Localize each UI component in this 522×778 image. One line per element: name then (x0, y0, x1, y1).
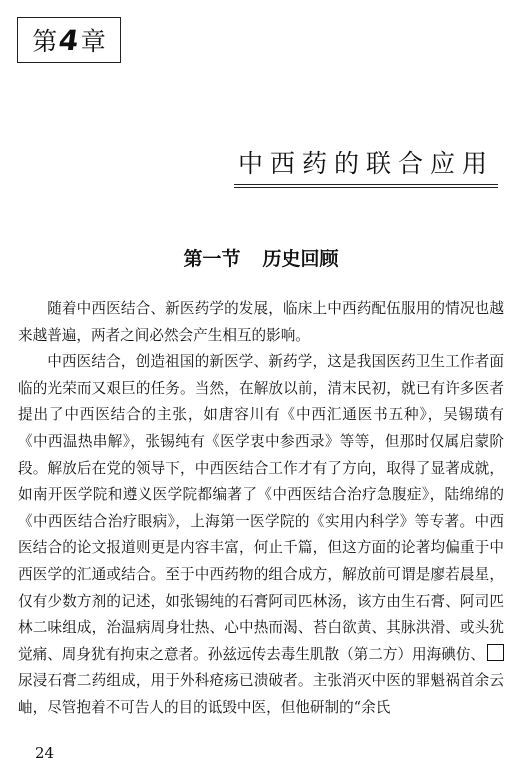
section-heading (0, 244, 522, 271)
paragraph-continuation (18, 668, 504, 721)
missing-character-box-icon (487, 644, 504, 661)
paragraph-text: 中西医结合，创造祖国的新医学、新药学，这是我国医药卫生工作者面临的光荣而又艰巨的任务。当然，在解放以前，清末民初，就已有许多医者提出了中西医结合的主张，如唐容川有《中西汇通医书五种》，吴锡璜有《中西温热串解》，张锡纯有《医学衷中参西录》等等，但那时仅属启蒙阶段。解放后在党的领导下，中西医结合工作才有了方向，取得了显著成就，如南开医学院和遵义医学院都编著了《中西医结合治疗急腹症》，陆绵绵的《中西医结合治疗眼病》，上海第一医学院的《实用内科学》等专著。中西医结合的论文报道则更是内容丰富，何止千篇，但这方面的论著均偏重于中西医学的汇通或结合。至于中西药物的组合成方，解放前可谓是廖若晨星，仅有少数方剂的记述，如张锡纯的石膏阿司匹林汤，该方由生石膏、阿司匹林二味组成，治温病周身壮热、心中热而渴、苔白欲黄、其脉洪滑、或头犹觉痛、周身犹有拘束之意者。孙兹远传去毒生肌散（第二方）用海碘仿、 (18, 353, 504, 663)
paragraph-text: 尿浸石膏二药组成，用于外科疮疡已溃破者。主张消灭中医的罪魁祸首余云岫，尽管抱着不可告人的目的诋毁中医，但他研制的“余氏 (18, 672, 504, 716)
chapter-prefix: 第 (32, 27, 58, 56)
paragraph (18, 296, 504, 349)
chapter-number: 4 (56, 23, 82, 57)
page-number: 24 (35, 744, 55, 762)
paragraph-text: 随着中西医结合、新医药学的发展，临床上中西药配伍服用的情况也越来越普遍，两者之间必然会产生相互的影响。 (18, 300, 504, 344)
body-text (18, 296, 504, 722)
paragraph (18, 349, 504, 668)
section-title: 历史回顾 (262, 248, 339, 270)
chapter-suffix: 章 (80, 27, 106, 56)
section-number: 第一节 (183, 248, 241, 270)
chapter-heading-box (17, 17, 121, 63)
chapter-title: 中西药的联合应用 (234, 144, 498, 185)
